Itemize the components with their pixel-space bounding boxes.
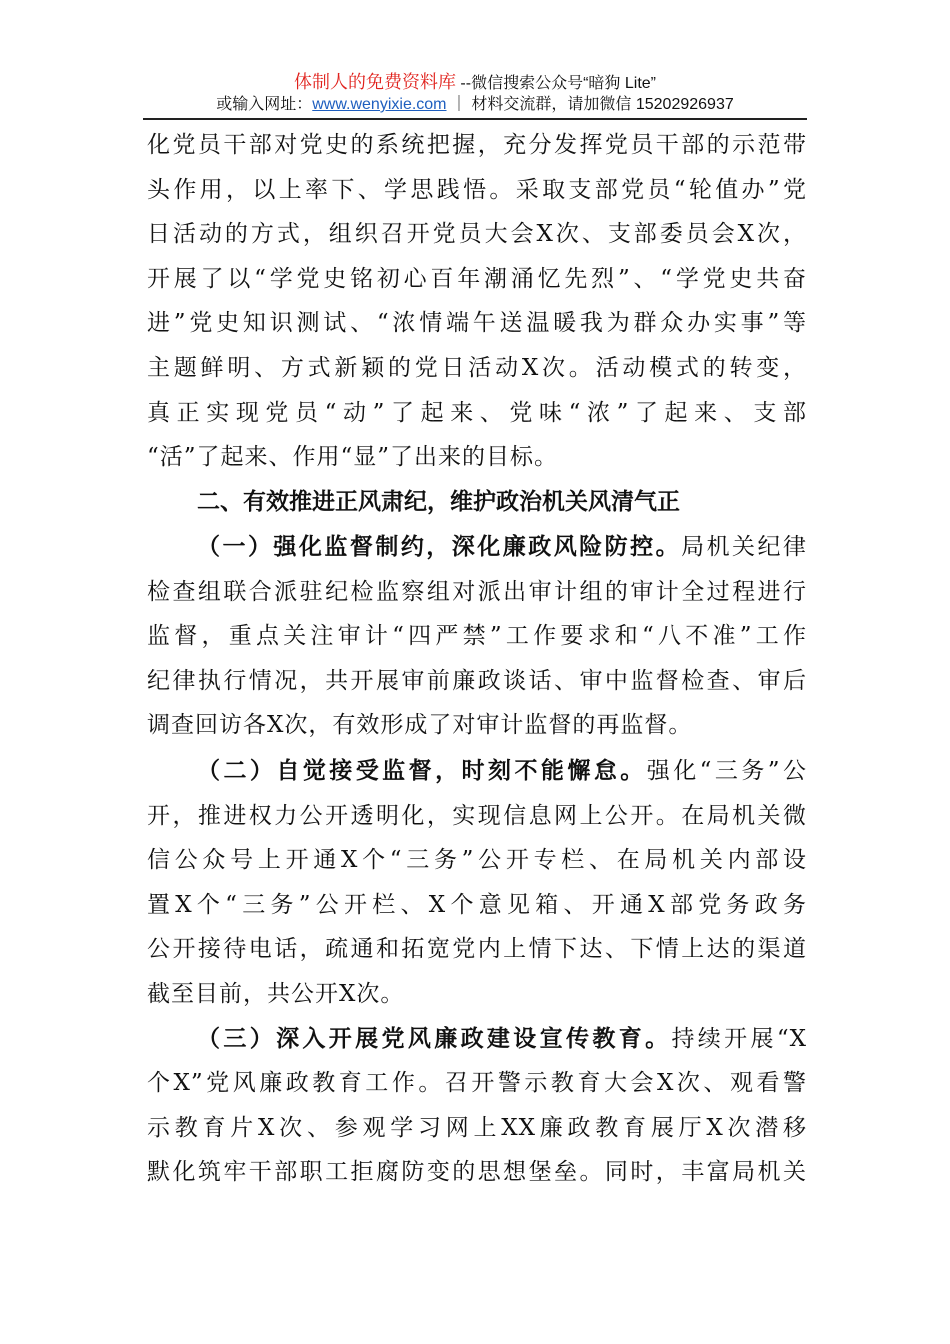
line-text: 化党员干部对党史的系统把握，充分发挥党员干部的示范带: [147, 132, 807, 158]
line-text: 局机关纪律: [681, 534, 808, 560]
text-line: [147, 621, 807, 651]
line-text: 个X”党风廉政教育工作。召开警示教育大会X次、观看警: [147, 1070, 807, 1096]
text-line: [147, 934, 807, 964]
text-line: [147, 845, 807, 875]
url-prefix: 或输入网址：: [216, 96, 313, 113]
text-line: [147, 979, 807, 1009]
line-text: 强化“三务”公: [646, 758, 807, 784]
text-line: [197, 756, 807, 786]
subsection-title: （二）自觉接受监督，时刻不能懈怠。: [197, 758, 647, 784]
text-line: [147, 1068, 807, 1098]
line-text: 进”党史知识测试、“浓情端午送温暖我为群众办实事”等: [147, 310, 807, 336]
text-line: [147, 577, 807, 607]
line-text: 检查组联合派驻纪检监察组对派出审计组的审计全过程进行: [147, 579, 807, 605]
text-line: [147, 801, 807, 831]
section-heading: [197, 487, 807, 517]
line-text: “活”了起来、作用“显”了出来的目标。: [147, 444, 559, 470]
line-text: 调查回访各X次，有效形成了对审计监督的再监督。: [147, 712, 693, 738]
text-line: [147, 130, 807, 160]
brand-title: 体制人的免费资料库: [293, 72, 456, 92]
line-text: 监督，重点关注审计“四严禁”工作要求和“八不准”工作: [147, 623, 807, 649]
line-text: 默化筑牢干部职工拒腐防变的思想堡垒。同时，丰富局机关: [147, 1159, 807, 1185]
header-line-2: [143, 94, 807, 116]
text-line: [147, 308, 807, 338]
line-text: 示教育片X次、参观学习网上XX廉政教育展厅X次潜移: [147, 1115, 807, 1141]
line-text: 持续开展“X: [671, 1026, 807, 1052]
line-text: 二、有效推进正风肃纪，维护政治机关风清气正: [197, 489, 680, 515]
header-divider: [143, 118, 807, 120]
text-line: [147, 219, 807, 249]
text-line: [197, 532, 807, 562]
text-line: [147, 264, 807, 294]
line-text: 日活动的方式，组织召开党员大会X次、支部委员会X次，: [147, 221, 807, 247]
text-line: [197, 1024, 807, 1054]
text-line: [147, 353, 807, 383]
line-text: 公开接待电话，疏通和拓宽党内上情下达、下情上达的渠道: [147, 936, 807, 962]
contact-info: ｜ 材料交流群，请加微信 15202926937: [446, 96, 734, 113]
line-text: 截至目前，共公开X次。: [147, 981, 405, 1007]
header-tagline: --微信搜索公众号“暗狗 Lite”: [455, 75, 656, 92]
line-text: 置X个“三务”公开栏、X个意见箱、开通X部党务政务: [147, 892, 807, 918]
subsection-title: （三）深入开展党风廉政建设宣传教育。: [197, 1026, 672, 1052]
website-link[interactable]: www.wenyixie.com: [312, 96, 447, 113]
text-line: [147, 175, 807, 205]
text-line: [147, 1113, 807, 1143]
text-line: [147, 890, 807, 920]
subsection-title: （一）强化监督制约，深化廉政风险防控。: [197, 534, 682, 560]
text-line: [147, 1157, 807, 1187]
text-line: [147, 666, 807, 696]
line-text: 真正实现党员“动”了起来、党味“浓”了起来、支部: [147, 400, 807, 426]
line-text: 头作用，以上率下、学思践悟。采取支部党员“轮值办”党: [147, 177, 807, 203]
line-text: 开，推进权力公开透明化，实现信息网上公开。在局机关微: [147, 803, 807, 829]
line-text: 纪律执行情况，共开展审前廉政谈话、审中监督检查、审后: [147, 668, 807, 694]
line-text: 信公众号上开通X个“三务”公开专栏、在局机关内部设: [147, 847, 807, 873]
header-line-1: [143, 71, 807, 95]
line-text: 主题鲜明、方式新颖的党日活动X次。活动模式的转变，: [147, 355, 807, 381]
line-text: 开展了以“学党史铭初心百年潮涌忆先烈”、“学党史共奋: [147, 266, 807, 292]
text-line: [147, 442, 807, 472]
text-line: [147, 710, 807, 740]
text-line: [147, 398, 807, 428]
